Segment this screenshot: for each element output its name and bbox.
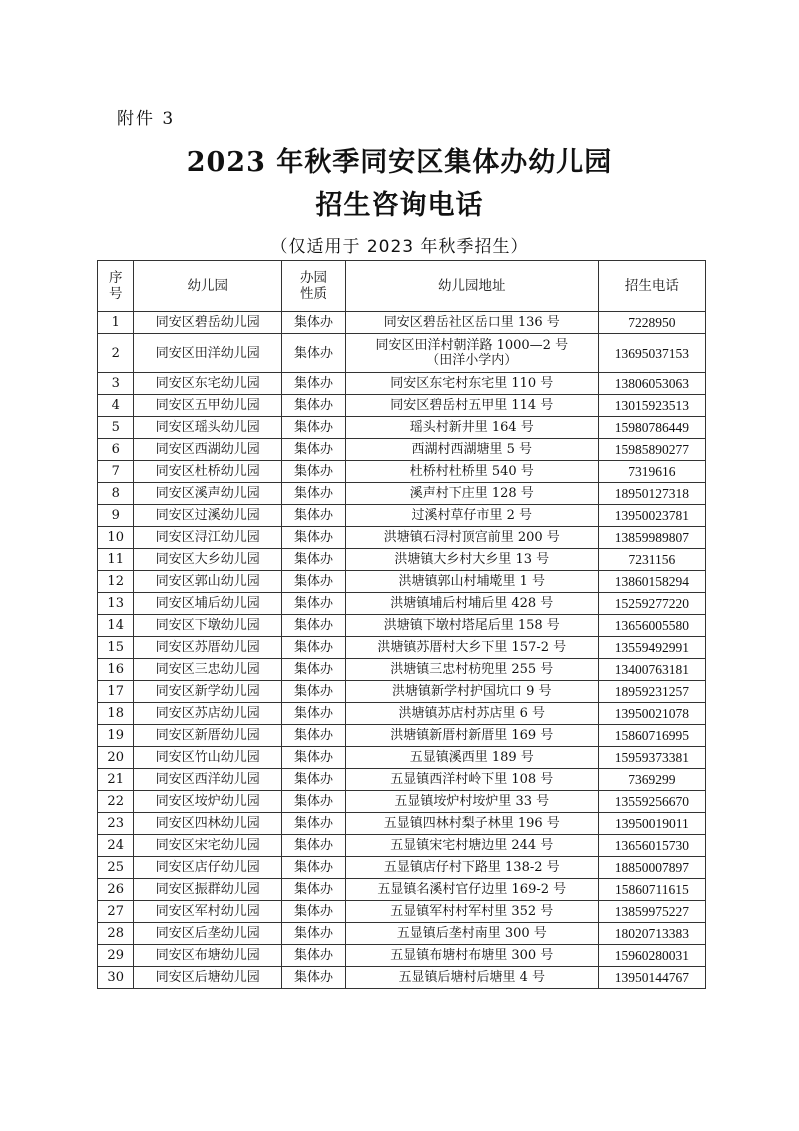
table-body	[98, 312, 706, 989]
address-line: 五显镇名溪村官仔边里 169-2 号	[377, 882, 567, 897]
cell-phone: 15985890277	[598, 439, 705, 461]
cell-no: 11	[98, 549, 134, 571]
cell-type: 集体办	[282, 439, 346, 461]
table-row	[98, 923, 706, 945]
address-line: 过溪村草仔市里 2 号	[411, 508, 533, 523]
cell-type: 集体办	[282, 945, 346, 967]
header-name: 幼儿园	[134, 261, 282, 312]
cell-type: 集体办	[282, 593, 346, 615]
cell-name: 同安区下墩幼儿园	[134, 615, 282, 637]
cell-no: 14	[98, 615, 134, 637]
address-line: 溪声村下庄里 128 号	[409, 486, 534, 501]
cell-address	[345, 417, 598, 439]
cell-name: 同安区垵炉幼儿园	[134, 791, 282, 813]
cell-type: 集体办	[282, 637, 346, 659]
cell-name: 同安区军村幼儿园	[134, 901, 282, 923]
address-line: 同安区田洋村朝洋路 1000—2 号	[375, 338, 569, 353]
cell-address	[345, 703, 598, 725]
table-row	[98, 681, 706, 703]
cell-phone: 7319616	[598, 461, 705, 483]
cell-address	[345, 923, 598, 945]
cell-type: 集体办	[282, 334, 346, 373]
cell-type: 集体办	[282, 703, 346, 725]
cell-type: 集体办	[282, 417, 346, 439]
cell-phone: 13695037153	[598, 334, 705, 373]
cell-no: 30	[98, 967, 134, 989]
table-row	[98, 703, 706, 725]
cell-phone: 13950021078	[598, 703, 705, 725]
cell-address	[345, 637, 598, 659]
table-row	[98, 593, 706, 615]
address-line: 洪塘镇郭山村埔墘里 1 号	[398, 574, 546, 589]
address-line: 五显镇后塘村后塘里 4 号	[398, 970, 546, 985]
cell-address	[345, 549, 598, 571]
cell-phone: 13400763181	[598, 659, 705, 681]
address-line: 五显镇宋宅村塘边里 244 号	[390, 838, 554, 853]
cell-name: 同安区后塘幼儿园	[134, 967, 282, 989]
cell-name: 同安区新厝幼儿园	[134, 725, 282, 747]
table-row	[98, 725, 706, 747]
cell-address	[345, 461, 598, 483]
cell-name: 同安区埔后幼儿园	[134, 593, 282, 615]
cell-no: 24	[98, 835, 134, 857]
address-line: 洪塘镇石浔村顶宫前里 200 号	[383, 530, 560, 545]
cell-type: 集体办	[282, 527, 346, 549]
cell-name: 同安区苏店幼儿园	[134, 703, 282, 725]
cell-phone: 13656015730	[598, 835, 705, 857]
cell-name: 同安区店仔幼儿园	[134, 857, 282, 879]
table-row	[98, 505, 706, 527]
cell-type: 集体办	[282, 505, 346, 527]
table-row	[98, 813, 706, 835]
cell-type: 集体办	[282, 835, 346, 857]
page-subtitle: （仅适用于 2023 年秋季招生）	[270, 237, 529, 257]
table-row	[98, 791, 706, 813]
cell-address	[345, 967, 598, 989]
cell-phone: 7231156	[598, 549, 705, 571]
cell-phone: 13656005580	[598, 615, 705, 637]
cell-name: 同安区东宅幼儿园	[134, 373, 282, 395]
cell-no: 27	[98, 901, 134, 923]
cell-type: 集体办	[282, 857, 346, 879]
cell-address	[345, 615, 598, 637]
address-line: 瑶头村新井里 164 号	[409, 420, 534, 435]
cell-type: 集体办	[282, 483, 346, 505]
cell-no: 13	[98, 593, 134, 615]
cell-name: 同安区过溪幼儿园	[134, 505, 282, 527]
cell-no: 20	[98, 747, 134, 769]
cell-no: 10	[98, 527, 134, 549]
cell-type: 集体办	[282, 747, 346, 769]
cell-type: 集体办	[282, 659, 346, 681]
cell-address	[345, 373, 598, 395]
address-line: 五显镇四林村梨子林里 196 号	[383, 816, 560, 831]
address-line: 洪塘镇三忠村枋兜里 255 号	[390, 662, 554, 677]
address-line: 洪塘镇苏店村苏店里 6 号	[398, 706, 546, 721]
cell-address	[345, 312, 598, 334]
page-title: 2023 年秋季同安区集体办幼儿园	[186, 147, 613, 178]
cell-no: 5	[98, 417, 134, 439]
address-line: 洪塘镇新厝村新厝里 169 号	[390, 728, 554, 743]
cell-address	[345, 747, 598, 769]
table-header-row	[98, 261, 706, 312]
cell-type: 集体办	[282, 373, 346, 395]
address-line: 五显镇布塘村布塘里 300 号	[390, 948, 554, 963]
cell-no: 22	[98, 791, 134, 813]
cell-no: 26	[98, 879, 134, 901]
cell-type: 集体办	[282, 879, 346, 901]
cell-address	[345, 439, 598, 461]
cell-type: 集体办	[282, 312, 346, 334]
address-line: 同安区碧岳社区岳口里 136 号	[383, 315, 560, 330]
cell-phone: 18959231257	[598, 681, 705, 703]
address-line: 五显镇溪西里 189 号	[409, 750, 534, 765]
cell-phone: 15860716995	[598, 725, 705, 747]
cell-phone: 15980786449	[598, 417, 705, 439]
address-line: 同安区东宅村东宅里 110 号	[390, 376, 554, 391]
table-row	[98, 571, 706, 593]
cell-type: 集体办	[282, 901, 346, 923]
cell-no: 8	[98, 483, 134, 505]
table-row	[98, 967, 706, 989]
cell-address	[345, 769, 598, 791]
table-row	[98, 373, 706, 395]
cell-name: 同安区碧岳幼儿园	[134, 312, 282, 334]
table-row	[98, 439, 706, 461]
cell-phone: 18020713383	[598, 923, 705, 945]
cell-name: 同安区竹山幼儿园	[134, 747, 282, 769]
cell-no: 16	[98, 659, 134, 681]
cell-phone: 18950127318	[598, 483, 705, 505]
cell-address	[345, 527, 598, 549]
cell-phone: 13950019011	[598, 813, 705, 835]
cell-no: 17	[98, 681, 134, 703]
cell-type: 集体办	[282, 813, 346, 835]
table-row	[98, 945, 706, 967]
table-row	[98, 483, 706, 505]
cell-type: 集体办	[282, 967, 346, 989]
cell-phone: 13950144767	[598, 967, 705, 989]
attachment-label: 附件 3	[117, 109, 176, 129]
table-row	[98, 901, 706, 923]
cell-address	[345, 593, 598, 615]
table-row	[98, 527, 706, 549]
cell-name: 同安区苏厝幼儿园	[134, 637, 282, 659]
address-line: 洪塘镇下墩村塔尾后里 158 号	[383, 618, 560, 633]
cell-no: 2	[98, 334, 134, 373]
page-title-line2: 招生咨询电话	[315, 190, 484, 221]
cell-name: 同安区浔江幼儿园	[134, 527, 282, 549]
table-row	[98, 312, 706, 334]
cell-type: 集体办	[282, 725, 346, 747]
cell-name: 同安区三忠幼儿园	[134, 659, 282, 681]
cell-phone: 15960280031	[598, 945, 705, 967]
address-line: 西湖村西湖塘里 5 号	[411, 442, 533, 457]
cell-name: 同安区振群幼儿园	[134, 879, 282, 901]
cell-phone: 15959373381	[598, 747, 705, 769]
cell-address	[345, 681, 598, 703]
cell-address	[345, 505, 598, 527]
cell-phone: 15259277220	[598, 593, 705, 615]
address-line: 五显镇垵炉村垵炉里 33 号	[394, 794, 550, 809]
address-line: 五显镇店仔村下路里 138-2 号	[383, 860, 560, 875]
cell-name: 同安区五甲幼儿园	[134, 395, 282, 417]
cell-type: 集体办	[282, 461, 346, 483]
cell-phone: 13806053063	[598, 373, 705, 395]
table-row	[98, 334, 706, 373]
address-line: 五显镇西洋村岭下里 108 号	[390, 772, 554, 787]
table-row	[98, 659, 706, 681]
cell-name: 同安区后垄幼儿园	[134, 923, 282, 945]
cell-name: 同安区布塘幼儿园	[134, 945, 282, 967]
cell-no: 4	[98, 395, 134, 417]
cell-name: 同安区西洋幼儿园	[134, 769, 282, 791]
cell-no: 7	[98, 461, 134, 483]
table-row	[98, 769, 706, 791]
table-row	[98, 637, 706, 659]
cell-address	[345, 395, 598, 417]
cell-no: 25	[98, 857, 134, 879]
cell-address	[345, 879, 598, 901]
cell-type: 集体办	[282, 769, 346, 791]
cell-name: 同安区田洋幼儿园	[134, 334, 282, 373]
cell-no: 21	[98, 769, 134, 791]
cell-phone: 15860711615	[598, 879, 705, 901]
cell-no: 12	[98, 571, 134, 593]
header-type: 办园 性质	[282, 261, 346, 312]
cell-address	[345, 659, 598, 681]
table-row	[98, 417, 706, 439]
cell-phone: 13859975227	[598, 901, 705, 923]
cell-address	[345, 857, 598, 879]
table-row	[98, 857, 706, 879]
cell-address	[345, 725, 598, 747]
cell-address	[345, 791, 598, 813]
cell-address	[345, 334, 598, 373]
cell-no: 9	[98, 505, 134, 527]
cell-address	[345, 835, 598, 857]
table-row	[98, 395, 706, 417]
header-address: 幼儿园地址	[345, 261, 598, 312]
cell-phone: 13559492991	[598, 637, 705, 659]
table-row	[98, 879, 706, 901]
cell-phone: 7228950	[598, 312, 705, 334]
header-phone: 招生电话	[598, 261, 705, 312]
cell-address	[345, 571, 598, 593]
cell-phone: 18850007897	[598, 857, 705, 879]
address-line: 五显镇后垄村南里 300 号	[396, 926, 547, 941]
address-line: 杜桥村杜桥里 540 号	[409, 464, 534, 479]
address-line: 五显镇军村村军村里 352 号	[390, 904, 554, 919]
address-line: （田洋小学内）	[426, 353, 518, 368]
cell-name: 同安区杜桥幼儿园	[134, 461, 282, 483]
cell-name: 同安区新学幼儿园	[134, 681, 282, 703]
kindergarten-table	[97, 260, 706, 989]
address-line: 洪塘镇新学村护国坑口 9 号	[391, 684, 552, 699]
cell-name: 同安区西湖幼儿园	[134, 439, 282, 461]
cell-phone: 13559256670	[598, 791, 705, 813]
cell-phone: 13859989807	[598, 527, 705, 549]
cell-address	[345, 813, 598, 835]
cell-no: 3	[98, 373, 134, 395]
cell-no: 6	[98, 439, 134, 461]
cell-name: 同安区郭山幼儿园	[134, 571, 282, 593]
table-row	[98, 835, 706, 857]
cell-type: 集体办	[282, 395, 346, 417]
address-line: 洪塘镇苏厝村大乡下里 157-2 号	[377, 640, 567, 655]
cell-name: 同安区溪声幼儿园	[134, 483, 282, 505]
cell-phone: 7369299	[598, 769, 705, 791]
cell-no: 19	[98, 725, 134, 747]
address-line: 洪塘镇大乡村大乡里 13 号	[394, 552, 550, 567]
cell-no: 29	[98, 945, 134, 967]
cell-no: 23	[98, 813, 134, 835]
cell-phone: 13860158294	[598, 571, 705, 593]
cell-name: 同安区大乡幼儿园	[134, 549, 282, 571]
cell-type: 集体办	[282, 549, 346, 571]
cell-phone: 13015923513	[598, 395, 705, 417]
cell-no: 15	[98, 637, 134, 659]
cell-name: 同安区宋宅幼儿园	[134, 835, 282, 857]
cell-no: 28	[98, 923, 134, 945]
cell-type: 集体办	[282, 791, 346, 813]
table-row	[98, 615, 706, 637]
cell-name: 同安区四林幼儿园	[134, 813, 282, 835]
cell-no: 18	[98, 703, 134, 725]
cell-phone: 13950023781	[598, 505, 705, 527]
cell-no: 1	[98, 312, 134, 334]
header-no: 序 号	[98, 261, 134, 312]
cell-name: 同安区瑶头幼儿园	[134, 417, 282, 439]
cell-type: 集体办	[282, 571, 346, 593]
table-row	[98, 461, 706, 483]
cell-address	[345, 945, 598, 967]
table-row	[98, 549, 706, 571]
cell-address	[345, 483, 598, 505]
table-row	[98, 747, 706, 769]
cell-address	[345, 901, 598, 923]
address-line: 同安区碧岳村五甲里 114 号	[390, 398, 554, 413]
address-line: 洪塘镇埔后村埔后里 428 号	[390, 596, 554, 611]
cell-type: 集体办	[282, 615, 346, 637]
cell-type: 集体办	[282, 923, 346, 945]
cell-type: 集体办	[282, 681, 346, 703]
